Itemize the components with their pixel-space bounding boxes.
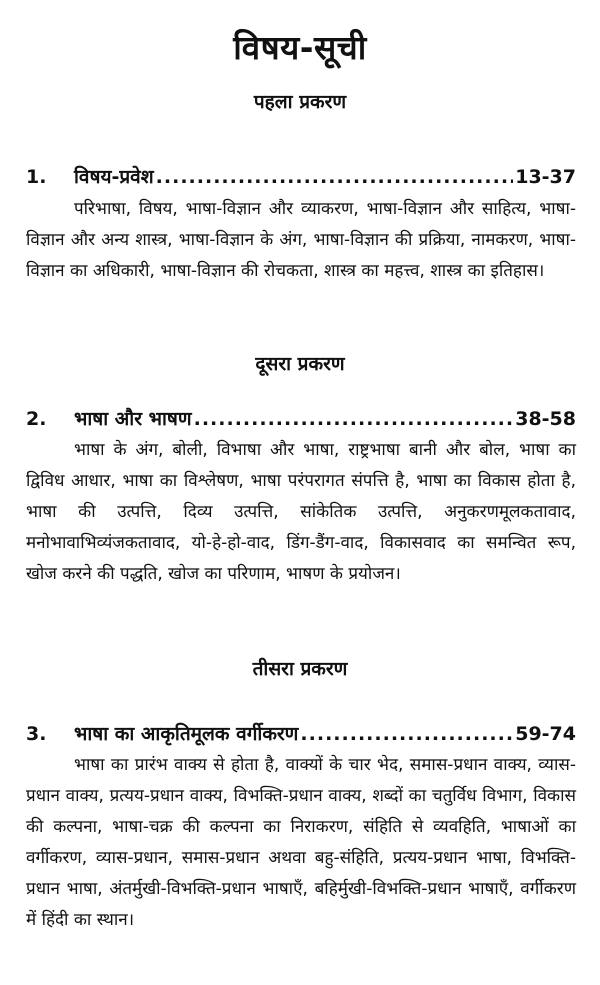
toc-entry-1[interactable]: [26, 163, 576, 191]
entry-page-range: 38-58: [515, 408, 576, 430]
entry-title: भाषा और भाषण: [74, 408, 192, 430]
entry-title: भाषा का आकृतिमूलक वर्गीकरण: [74, 723, 299, 745]
section-heading-3: तीसरा प्रकरण: [252, 658, 348, 680]
dot-leader: [156, 163, 514, 191]
entry-number: 3.: [26, 723, 47, 745]
entry-page-range: 13-37: [515, 166, 576, 188]
entry-description-1: परिभाषा, विषय, भाषा-विज्ञान और व्याकरण, भाषा-विज्ञान और साहित्य, भाषा-विज्ञान और अन्य शास्त्र, भाषा-विज्ञान के अंग, भाषा-विज्ञान की प्रक्रिया, नामकरण, भाषा-विज्ञान का अधिकारी, भाषा-विज्ञान की रोचकता, शास्त्र का महत्त्व, शास्त्र का इतिहास।: [26, 199, 576, 281]
entry-page-range: 59-74: [515, 723, 576, 745]
toc-entry-3[interactable]: [26, 720, 576, 748]
dot-leader: [300, 720, 513, 748]
entry-title: विषय-प्रवेश: [74, 166, 154, 188]
section-heading-2: दूसरा प्रकरण: [255, 353, 345, 375]
dot-leader: [194, 405, 514, 433]
entry-number: 2.: [26, 408, 47, 430]
entry-description-2: भाषा के अंग, बोली, विभाषा और भाषा, राष्ट्रभाषा बानी और बोल, भाषा का द्विविध आधार, भाषा का विश्लेषण, भाषा परंपरागत संपत्ति है, भाषा का विकास होता है, भाषा की उत्पत्ति, दिव्य उत्पत्ति, सांकेतिक उत्पत्ति, अनुकरणमूलकतावाद, मनोभावाभिव्यंजकतावाद, यो-हे-हो-वाद, डिंग-डैंग-वाद, विकासवाद का समन्वित रूप, खोज करने की पद्धति, खोज का परिणाम, भाषण के प्रयोजन।: [26, 440, 576, 584]
page-title: विषय-सूची: [233, 28, 367, 67]
toc-entry-2[interactable]: [26, 405, 576, 433]
entry-description-3: भाषा का प्रारंभ वाक्य से होता है, वाक्यों के चार भेद, समास-प्रधान वाक्य, व्यास-प्रधान वाक्य, प्रत्यय-प्रधान वाक्य, विभक्ति-प्रधान वाक्य, शब्दों का चतुर्विध विभाग, विकास की कल्पना, भाषा-चक्र की कल्पना का निराकरण, संहिति से व्यवहिति, भाषाओं का वर्गीकरण, व्यास-प्रधान, समास-प्रधान अथवा बहु-संहिति, प्रत्यय-प्रधान भाषा, विभक्ति-प्रधान भाषा, अंतर्मुखी-विभक्ति-प्रधान भाषाएँ, बहिर्मुखी-विभक्ति-प्रधान भाषाएँ, वर्गीकरण में हिंदी का स्थान।: [26, 755, 576, 930]
section-heading-1: पहला प्रकरण: [253, 91, 347, 113]
entry-number: 1.: [26, 166, 47, 188]
